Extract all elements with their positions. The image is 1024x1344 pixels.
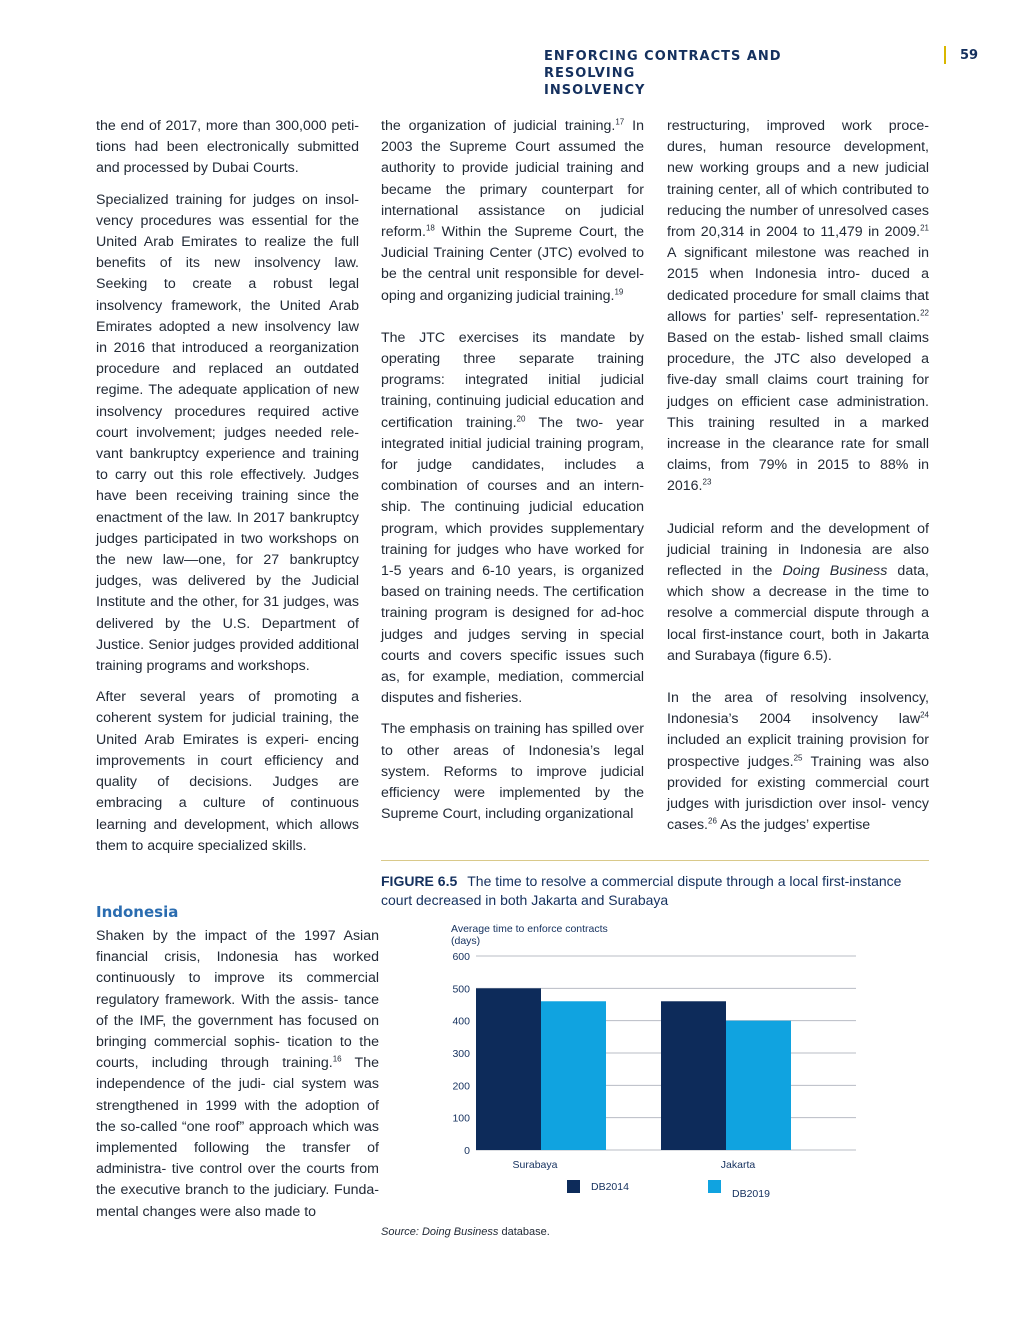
figure-title: The time to resolve a commercial dispute through a local first-instance court decreased in both Jakarta and Surabaya	[381, 873, 902, 908]
indonesia-text	[96, 926, 379, 1246]
y-tick-label: 400	[452, 1015, 470, 1028]
paragraph: The emphasis on training has spilled over to other areas of Indonesia’s legal system. Reforms to improve judicial efficiency were implemented by the Supreme Court, including organizational	[381, 721, 644, 823]
text: In the area of resolving insolvency, Indonesia’s 2004 insolvency law	[667, 690, 929, 728]
y-axis-title: Average time to enforce contracts	[451, 923, 608, 935]
y-tick-label: 200	[452, 1080, 470, 1093]
column-2	[381, 116, 644, 836]
text: Within the Supreme Court, the Judicial Training Center (JTC) evolved to be the central unit responsible for devel- oping and organizing judicial training.	[381, 224, 644, 304]
figure-caption	[381, 872, 929, 910]
bar-db2019-jakarta	[726, 1021, 791, 1150]
legend-label-db2014: DB2014	[591, 1181, 629, 1193]
text: In 2003 the Supreme Court assumed the authority to provide judicial training and became the primary counterpart for international assistance on judicial reform.	[381, 118, 644, 241]
x-category-label: Jakarta	[720, 1159, 756, 1171]
paragraph: After several years of promoting a coherent system for judicial training, the United Arab Emirates is experi- encing improvements in court efficiency and quality of decisions. Judges are embracing a culture of continuous learning and development, which allows them to acquire specialized skills.	[96, 689, 359, 854]
footnote-ref: 19	[614, 286, 624, 296]
running-header	[544, 48, 874, 99]
text: the organization of judicial training.	[381, 118, 616, 134]
header-divider	[944, 46, 946, 64]
text: included an explicit training provision for prospective judges.	[667, 732, 929, 770]
footnote-ref: 17	[615, 117, 625, 127]
footnote-ref: 21	[920, 223, 929, 233]
source-rest: database.	[498, 1226, 550, 1238]
figure-label: FIGURE 6.5	[381, 873, 458, 889]
text: The JTC exercises its mandate by operating three separate training programs: integrated initial judicial training, continuing judicial education and certification training.	[381, 329, 644, 431]
y-tick-label: 300	[452, 1048, 470, 1060]
text: Based on the estab- lished small claims procedure, the JTC also developed a five-day small claims court training for judges on efficient case administration. This training resulted in a marked increase in the clearance rate for small claims, from 79% in 2015 to 88% in 2016.	[667, 330, 929, 495]
bar-db2019-surabaya	[541, 1001, 606, 1150]
paragraph: Specialized training for judges on insol- vency procedures was essential for the United Arab Emirates to realize the full benefits of its new insolvency law. Seeking to create a robust legal insolvency framework, the United Arab Emirates adopted a new insolvency law in 2016 that introduced a reorganization procedure and replaced an outdated regime. The adequate application of new insolvency procedures required active court involvement; judges needed rele- vant bankruptcy experience and training to carry out this role effectively. Judges have been receiving training since the enactment of the law. In 2017 bankruptcy judges participated in two workshops on the new law—one, for 27 bankruptcy judges, was delivered by the Judicial Institute and the other, for 31 judges, was delivered by the U.S. Department of Justice. Senior judges provided additional training programs and workshops.	[96, 191, 359, 675]
column-3	[667, 116, 929, 847]
y-tick-label: 500	[452, 983, 470, 996]
legend-swatch-db2014	[567, 1180, 580, 1193]
bar-db2014-surabaya	[476, 988, 541, 1150]
footnote-ref: 16	[332, 1054, 342, 1064]
x-category-label: Surabaya	[512, 1159, 558, 1171]
footnote-ref: 26	[708, 816, 717, 826]
source-label: Source:	[381, 1226, 422, 1238]
footnote-ref: 20	[516, 413, 526, 423]
bar-chart	[381, 915, 929, 1215]
source-name: Doing Business	[421, 1226, 499, 1238]
text: Shaken by the impact of the 1997 Asian financial crisis, Indonesia has worked continuously to improve its commercial regulatory framework. With the assis- tance of the IMF, the government has focused on bringing commercial sophis- tication to the courts, including through training.	[96, 928, 379, 1072]
footnote-ref: 18	[425, 223, 435, 233]
figure-source	[381, 1226, 550, 1238]
text: Training was also provided for existing commercial court judges with jurisdiction over insol- vency cases.	[667, 753, 930, 834]
text: As the judges’ expertise	[716, 817, 871, 834]
text: restructuring, improved work proce- dures, human resource development, new working groups and a new judicial training center, all of which contributed to reducing the number of unresolved cases from 20,314 in 2004 to 11,479 in 2009.	[667, 118, 929, 241]
footnote-ref: 24	[920, 710, 929, 720]
column-1	[96, 116, 359, 867]
y-axis-title: (days)	[451, 935, 481, 947]
footnote-ref: 23	[702, 477, 712, 487]
header-title-line1: ENFORCING CONTRACTS AND RESOLVING	[544, 49, 782, 81]
y-tick-label: 100	[452, 1112, 470, 1125]
y-tick-label: 0	[464, 1145, 470, 1157]
legend-label-db2019: DB2019	[732, 1188, 770, 1200]
bar-db2014-jakarta	[661, 1001, 726, 1150]
footnote-ref: 22	[920, 308, 929, 318]
text-italic: Doing Business	[782, 563, 888, 580]
figure-top-rule	[381, 860, 929, 861]
paragraph: the end of 2017, more than 300,000 peti- tions had been electronically submitted and processed by Dubai Courts.	[96, 118, 359, 177]
text: A significant milestone was reached in 2015 when Indonesia intro- duced a dedicated procedure for small claims that allows for parties’ self- representation.	[667, 245, 929, 325]
section-heading-indonesia: Indonesia	[96, 903, 179, 921]
text: The independence of the judi- cial system was strengthened in 1999 with the adoption of the so-called “one roof” approach which was implemented following the transfer of administra- tive control over the courts from the executive branch to the judiciary. Funda- mental changes were also made to	[96, 1055, 379, 1220]
text: Judicial reform and the development of judicial training in Indonesia are also reflected in the	[667, 520, 929, 580]
footnote-ref: 25	[793, 752, 803, 762]
y-tick-label: 600	[452, 951, 470, 963]
text: The two- year integrated initial judicial training program, for judge candidates, includes a combination of courses and an intern- ship. The continuing judicial education program, which provides supplementary training for judges who have worked for 1-5 years and 6-10 years, is organized based on training needs. The certification training program is designed for ad-hoc judges and judges serving in special courts and covers specific issues such as, for example, mediation, commercial disputes and fisheries.	[381, 414, 644, 707]
text: data, which show a decrease in the time to resolve a commercial dispute through a local first-instance court, both in Jakarta and Surabaya (figure 6.5).	[667, 563, 929, 664]
header-title-line2: INSOLVENCY	[544, 83, 646, 98]
page-number: 59	[960, 48, 979, 63]
legend-swatch-db2019	[708, 1180, 721, 1193]
